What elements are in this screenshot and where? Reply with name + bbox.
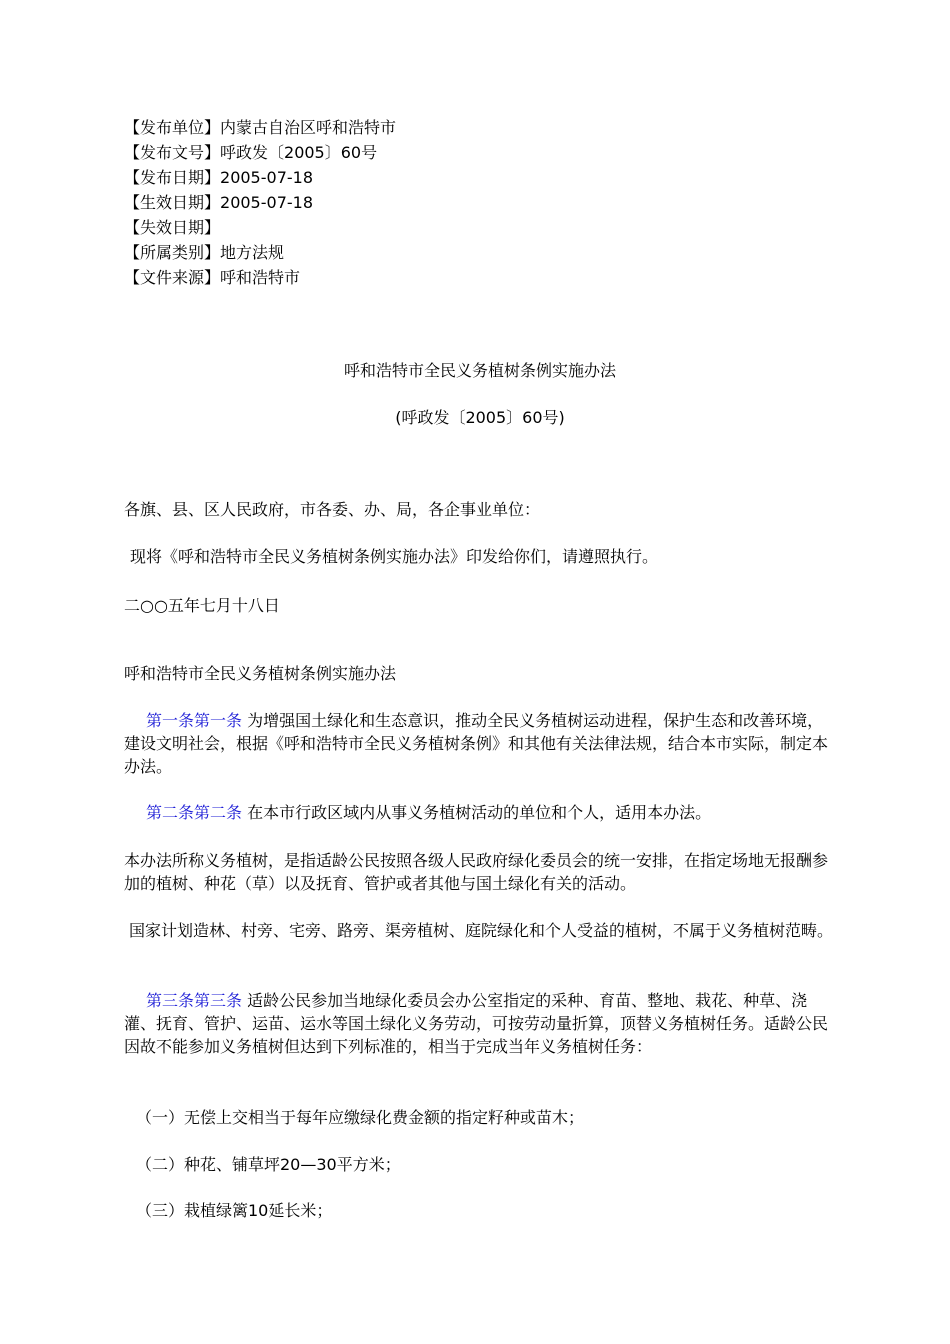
list-item-1: （一）无偿上交相当于每年应缴绿化费金额的指定籽种或苗木； bbox=[136, 1108, 585, 1127]
article-3-text: 适龄公民参加当地绿化委员会办公室指定的采种、育苗、整地、栽花、种草、浇灌、抚育、管护、运苗、运水等国土绿化义务劳动，可按劳动量折算，顶替义务植树任务。适龄公民因故不能参加义务植树但达到下列标准的，相当于完成当年义务植树任务： bbox=[124, 991, 829, 1056]
body-title: 呼和浩特市全民义务植树条例实施办法 bbox=[124, 664, 397, 683]
meta-category: 【所属类别】地方法规 bbox=[124, 243, 285, 262]
meta-source: 【文件来源】呼和浩特市 bbox=[124, 268, 301, 287]
list-item-3: （三）栽植绿篱10延长米； bbox=[136, 1201, 333, 1220]
article-1-label: 第一条第一条 bbox=[146, 711, 243, 730]
list-item-2: （二）种花、铺草坪20—30平方米； bbox=[136, 1155, 401, 1174]
document-title: 呼和浩特市全民义务植树条例实施办法 bbox=[343, 361, 616, 380]
meta-publish-date: 【发布日期】2005-07-18 bbox=[124, 168, 313, 187]
meta-effective-date: 【生效日期】2005-07-18 bbox=[124, 193, 313, 212]
article-1 bbox=[124, 709, 836, 778]
article-1-text: 为增强国土绿化和生态意识，推动全民义务植树运动进程，保护生态和改善环境，建设文明社会，根据《呼和浩特市全民义务植树条例》和其他有关法律法规，结合本市实际，制定本办法。 bbox=[124, 711, 829, 776]
document-subtitle: (呼政发〔2005〕60号) bbox=[395, 408, 565, 427]
article-2 bbox=[124, 801, 836, 824]
meta-expiry-date: 【失效日期】 bbox=[124, 218, 221, 237]
article-2-text: 在本市行政区域内从事义务植树活动的单位和个人，适用本办法。 bbox=[242, 803, 712, 822]
article-2-label: 第二条第二条 bbox=[146, 803, 243, 822]
definition-paragraph: 本办法所称义务植树，是指适龄公民按照各级人民政府绿化委员会的统一安排，在指定场地无报酬参加的植树、种花（草）以及抚育、管护或者其他与国土绿化有关的活动。 bbox=[124, 851, 829, 893]
addressee: 各旗、县、区人民政府，市各委、办、局，各企事业单位： bbox=[124, 500, 541, 519]
article-3-label: 第三条第三条 bbox=[146, 991, 243, 1010]
article-3 bbox=[124, 989, 836, 1058]
meta-publisher: 【发布单位】内蒙古自治区呼和浩特市 bbox=[124, 118, 397, 137]
issue-date: 二○○五年七月十八日 bbox=[124, 596, 280, 615]
meta-doc-number: 【发布文号】呼政发〔2005〕60号 bbox=[124, 143, 378, 162]
metadata-block bbox=[124, 115, 396, 290]
notice-paragraph: 现将《呼和浩特市全民义务植树条例实施办法》印发给你们，请遵照执行。 bbox=[130, 547, 659, 566]
exclusion-paragraph: 国家计划造林、村旁、宅旁、路旁、渠旁植树、庭院绿化和个人受益的植树，不属于义务植树范畴。 bbox=[129, 921, 834, 940]
